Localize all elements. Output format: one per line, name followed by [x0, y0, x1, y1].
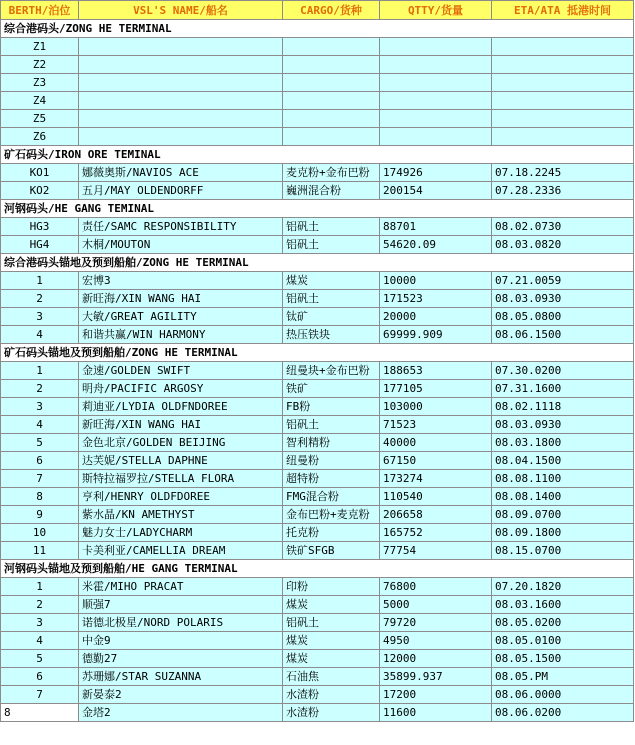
cargo-cell: 煤炭 — [283, 632, 380, 650]
table-row — [1, 218, 634, 236]
table-row — [1, 74, 634, 92]
quantity-cell: 17200 — [380, 686, 492, 704]
quantity-cell: 165752 — [380, 524, 492, 542]
eta-cell: 08.03.0820 — [492, 236, 634, 254]
eta-cell: 08.03.0930 — [492, 290, 634, 308]
quantity-cell — [380, 110, 492, 128]
vessel-name-cell: 斯特拉福罗拉/STELLA FLORA — [79, 470, 283, 488]
cargo-cell: 铝矾土 — [283, 614, 380, 632]
table-row — [1, 542, 634, 560]
table-row — [1, 650, 634, 668]
quantity-cell: 76800 — [380, 578, 492, 596]
table-row — [1, 272, 634, 290]
berth-cell: 9 — [1, 506, 79, 524]
quantity-cell: 12000 — [380, 650, 492, 668]
quantity-cell: 103000 — [380, 398, 492, 416]
quantity-cell: 174926 — [380, 164, 492, 182]
quantity-cell — [380, 38, 492, 56]
quantity-cell — [380, 74, 492, 92]
cargo-cell — [283, 110, 380, 128]
cargo-cell: 煤炭 — [283, 596, 380, 614]
eta-cell — [492, 92, 634, 110]
vessel-name-cell: 顺强7 — [79, 596, 283, 614]
table-row — [1, 668, 634, 686]
table-row — [1, 416, 634, 434]
berth-cell: KO1 — [1, 164, 79, 182]
quantity-cell: 10000 — [380, 272, 492, 290]
eta-cell: 08.15.0700 — [492, 542, 634, 560]
berth-cell: 4 — [1, 326, 79, 344]
section-title: 综合港码头锚地及预到船舶/ZONG HE TERMINAL — [1, 254, 634, 272]
cargo-cell: 水渣粉 — [283, 686, 380, 704]
cargo-cell — [283, 56, 380, 74]
quantity-cell: 11600 — [380, 704, 492, 722]
quantity-cell: 171523 — [380, 290, 492, 308]
cargo-cell: 煤炭 — [283, 650, 380, 668]
quantity-cell: 200154 — [380, 182, 492, 200]
table-row — [1, 578, 634, 596]
eta-cell: 08.03.1800 — [492, 434, 634, 452]
eta-cell — [492, 56, 634, 74]
cargo-cell — [283, 74, 380, 92]
cargo-cell: 铁矿SFGB — [283, 542, 380, 560]
berth-cell: 1 — [1, 272, 79, 290]
vessel-name-cell: 诺德北极星/NORD POLARIS — [79, 614, 283, 632]
cargo-cell: 金布巴粉+麦克粉 — [283, 506, 380, 524]
berth-cell: 8 — [1, 704, 79, 722]
eta-cell: 07.28.2336 — [492, 182, 634, 200]
quantity-cell: 71523 — [380, 416, 492, 434]
section-header-row — [1, 200, 634, 218]
eta-cell — [492, 128, 634, 146]
table-row — [1, 164, 634, 182]
quantity-cell: 67150 — [380, 452, 492, 470]
cargo-cell — [283, 92, 380, 110]
berth-cell: 1 — [1, 362, 79, 380]
section-header-row — [1, 254, 634, 272]
vessel-name-cell: 大敏/GREAT AGILITY — [79, 308, 283, 326]
table-row — [1, 524, 634, 542]
quantity-cell: 206658 — [380, 506, 492, 524]
cargo-cell: 智利精粉 — [283, 434, 380, 452]
table-row — [1, 182, 634, 200]
quantity-cell: 40000 — [380, 434, 492, 452]
cargo-cell: 麦克粉+金布巴粉 — [283, 164, 380, 182]
eta-cell — [492, 110, 634, 128]
berth-cell: HG3 — [1, 218, 79, 236]
berth-cell: Z6 — [1, 128, 79, 146]
table-row — [1, 326, 634, 344]
eta-cell: 07.21.0059 — [492, 272, 634, 290]
table-row — [1, 290, 634, 308]
berth-cell: 11 — [1, 542, 79, 560]
section-header-row — [1, 20, 634, 38]
quantity-cell: 188653 — [380, 362, 492, 380]
cargo-cell: 纽曼粉 — [283, 452, 380, 470]
berth-cell: HG4 — [1, 236, 79, 254]
cargo-cell: 石油焦 — [283, 668, 380, 686]
cargo-cell: 铝矾土 — [283, 236, 380, 254]
section-title: 河钢码头锚地及预到船舶/HE GANG TERMINAL — [1, 560, 634, 578]
cargo-cell: 纽曼块+金布巴粉 — [283, 362, 380, 380]
cargo-cell: 铁矿 — [283, 380, 380, 398]
cargo-cell: 钛矿 — [283, 308, 380, 326]
cargo-cell: 煤炭 — [283, 272, 380, 290]
berth-cell: 6 — [1, 668, 79, 686]
vessel-name-cell: 苏珊娜/STAR SUZANNA — [79, 668, 283, 686]
berth-cell: 3 — [1, 398, 79, 416]
header-vessel-name: VSL'S NAME/船名 — [79, 1, 283, 20]
berth-cell: Z3 — [1, 74, 79, 92]
table-row — [1, 398, 634, 416]
eta-cell: 08.08.1400 — [492, 488, 634, 506]
vessel-name-cell: 紫水晶/KN AMETHYST — [79, 506, 283, 524]
berth-cell: 2 — [1, 290, 79, 308]
eta-cell: 08.02.0730 — [492, 218, 634, 236]
table-row — [1, 452, 634, 470]
berth-cell: 2 — [1, 596, 79, 614]
vessel-name-cell — [79, 56, 283, 74]
vessel-name-cell — [79, 128, 283, 146]
vessel-name-cell: 宏博3 — [79, 272, 283, 290]
eta-cell — [492, 74, 634, 92]
cargo-cell: 超特粉 — [283, 470, 380, 488]
berth-cell: Z2 — [1, 56, 79, 74]
quantity-cell: 110540 — [380, 488, 492, 506]
table-row — [1, 236, 634, 254]
cargo-cell: 托克粉 — [283, 524, 380, 542]
eta-cell: 08.05.PM — [492, 668, 634, 686]
cargo-cell: 铝矾土 — [283, 416, 380, 434]
section-header-row — [1, 560, 634, 578]
header-eta: ETA/ATA 抵港时间 — [492, 1, 634, 20]
berth-cell: 5 — [1, 650, 79, 668]
header-quantity: QTTY/货量 — [380, 1, 492, 20]
vessel-name-cell: 魅力女士/LADYCHARM — [79, 524, 283, 542]
quantity-cell: 35899.937 — [380, 668, 492, 686]
vessel-name-cell: 莉迪亚/LYDIA OLDFNDOREE — [79, 398, 283, 416]
section-title: 河钢码头/HE GANG TEMINAL — [1, 200, 634, 218]
eta-cell: 08.06.0200 — [492, 704, 634, 722]
quantity-cell: 77754 — [380, 542, 492, 560]
table-row — [1, 704, 634, 722]
berth-cell: 4 — [1, 632, 79, 650]
table-row — [1, 488, 634, 506]
quantity-cell: 177105 — [380, 380, 492, 398]
vessel-name-cell: 五月/MAY OLDENDORFF — [79, 182, 283, 200]
berth-cell: 7 — [1, 686, 79, 704]
vessel-name-cell: 卡美利亚/CAMELLIA DREAM — [79, 542, 283, 560]
header-row — [1, 1, 634, 20]
vessel-name-cell: 娜薇奥斯/NAVIOS ACE — [79, 164, 283, 182]
table-row — [1, 632, 634, 650]
vessel-name-cell: 新旺海/XIN WANG HAI — [79, 290, 283, 308]
table-row — [1, 362, 634, 380]
cargo-cell — [283, 38, 380, 56]
section-header-row — [1, 344, 634, 362]
vessel-name-cell: 金速/GOLDEN SWIFT — [79, 362, 283, 380]
quantity-cell — [380, 56, 492, 74]
eta-cell: 08.03.0930 — [492, 416, 634, 434]
berth-cell: 8 — [1, 488, 79, 506]
berth-cell: KO2 — [1, 182, 79, 200]
vessel-name-cell: 责任/SAMC RESPONSIBILITY — [79, 218, 283, 236]
berth-cell: Z4 — [1, 92, 79, 110]
vessel-name-cell — [79, 74, 283, 92]
vessel-name-cell: 中金9 — [79, 632, 283, 650]
eta-cell: 08.04.1500 — [492, 452, 634, 470]
table-row — [1, 308, 634, 326]
section-header-row — [1, 146, 634, 164]
vessel-name-cell: 新晏泰2 — [79, 686, 283, 704]
section-title: 综合港码头/ZONG HE TERMINAL — [1, 20, 634, 38]
header-berth: BERTH/泊位 — [1, 1, 79, 20]
section-title: 矿石码头锚地及预到船舶/ZONG HE TERMINAL — [1, 344, 634, 362]
berth-cell: 3 — [1, 308, 79, 326]
table-row — [1, 434, 634, 452]
berth-cell: 2 — [1, 380, 79, 398]
eta-cell: 08.02.1118 — [492, 398, 634, 416]
quantity-cell — [380, 92, 492, 110]
vessel-name-cell: 金色北京/GOLDEN BEIJING — [79, 434, 283, 452]
eta-cell: 08.05.0100 — [492, 632, 634, 650]
eta-cell: 08.05.0800 — [492, 308, 634, 326]
eta-cell: 07.31.1600 — [492, 380, 634, 398]
vessel-name-cell: 明舟/PACIFIC ARGOSY — [79, 380, 283, 398]
berth-cell: 7 — [1, 470, 79, 488]
table-row — [1, 92, 634, 110]
eta-cell: 08.09.0700 — [492, 506, 634, 524]
eta-cell: 08.08.1100 — [492, 470, 634, 488]
quantity-cell: 173274 — [380, 470, 492, 488]
vessel-name-cell — [79, 38, 283, 56]
quantity-cell: 5000 — [380, 596, 492, 614]
berth-cell: Z5 — [1, 110, 79, 128]
table-row — [1, 128, 634, 146]
vessel-name-cell: 亨利/HENRY OLDFDOREE — [79, 488, 283, 506]
header-cargo: CARGO/货种 — [283, 1, 380, 20]
eta-cell: 07.30.0200 — [492, 362, 634, 380]
section-title: 矿石码头/IRON ORE TEMINAL — [1, 146, 634, 164]
cargo-cell: FMG混合粉 — [283, 488, 380, 506]
vessel-name-cell: 木桐/MOUTON — [79, 236, 283, 254]
table-row — [1, 506, 634, 524]
table-row — [1, 686, 634, 704]
berth-cell: 3 — [1, 614, 79, 632]
quantity-cell: 79720 — [380, 614, 492, 632]
vessel-name-cell: 米霍/MIHO PRACAT — [79, 578, 283, 596]
vessel-name-cell — [79, 92, 283, 110]
table-row — [1, 596, 634, 614]
eta-cell: 08.05.1500 — [492, 650, 634, 668]
vessel-name-cell: 和谐共赢/WIN HARMONY — [79, 326, 283, 344]
cargo-cell: 印粉 — [283, 578, 380, 596]
vessel-name-cell: 新旺海/XIN WANG HAI — [79, 416, 283, 434]
eta-cell: 07.20.1820 — [492, 578, 634, 596]
eta-cell: 08.09.1800 — [492, 524, 634, 542]
cargo-cell — [283, 128, 380, 146]
cargo-cell: FB粉 — [283, 398, 380, 416]
cargo-cell: 水渣粉 — [283, 704, 380, 722]
table-row — [1, 56, 634, 74]
eta-cell: 08.06.0000 — [492, 686, 634, 704]
eta-cell: 08.05.0200 — [492, 614, 634, 632]
eta-cell: 08.06.1500 — [492, 326, 634, 344]
vessel-name-cell: 金塔2 — [79, 704, 283, 722]
eta-cell — [492, 38, 634, 56]
table-row — [1, 110, 634, 128]
cargo-cell: 热压铁块 — [283, 326, 380, 344]
berth-cell: 10 — [1, 524, 79, 542]
quantity-cell: 69999.909 — [380, 326, 492, 344]
berth-cell: 4 — [1, 416, 79, 434]
vessel-name-cell: 达芙妮/STELLA DAPHNE — [79, 452, 283, 470]
quantity-cell: 54620.09 — [380, 236, 492, 254]
table-row — [1, 470, 634, 488]
eta-cell: 07.18.2245 — [492, 164, 634, 182]
quantity-cell: 20000 — [380, 308, 492, 326]
berth-cell: 1 — [1, 578, 79, 596]
cargo-cell: 铝矾土 — [283, 218, 380, 236]
berth-cell: Z1 — [1, 38, 79, 56]
table-row — [1, 380, 634, 398]
vessel-name-cell: 德勤27 — [79, 650, 283, 668]
table-row — [1, 38, 634, 56]
eta-cell: 08.03.1600 — [492, 596, 634, 614]
table-row — [1, 614, 634, 632]
quantity-cell: 88701 — [380, 218, 492, 236]
cargo-cell: 铝矾土 — [283, 290, 380, 308]
cargo-cell: 巍洲混合粉 — [283, 182, 380, 200]
quantity-cell — [380, 128, 492, 146]
vessel-name-cell — [79, 110, 283, 128]
berth-cell: 6 — [1, 452, 79, 470]
berth-cell: 5 — [1, 434, 79, 452]
quantity-cell: 4950 — [380, 632, 492, 650]
